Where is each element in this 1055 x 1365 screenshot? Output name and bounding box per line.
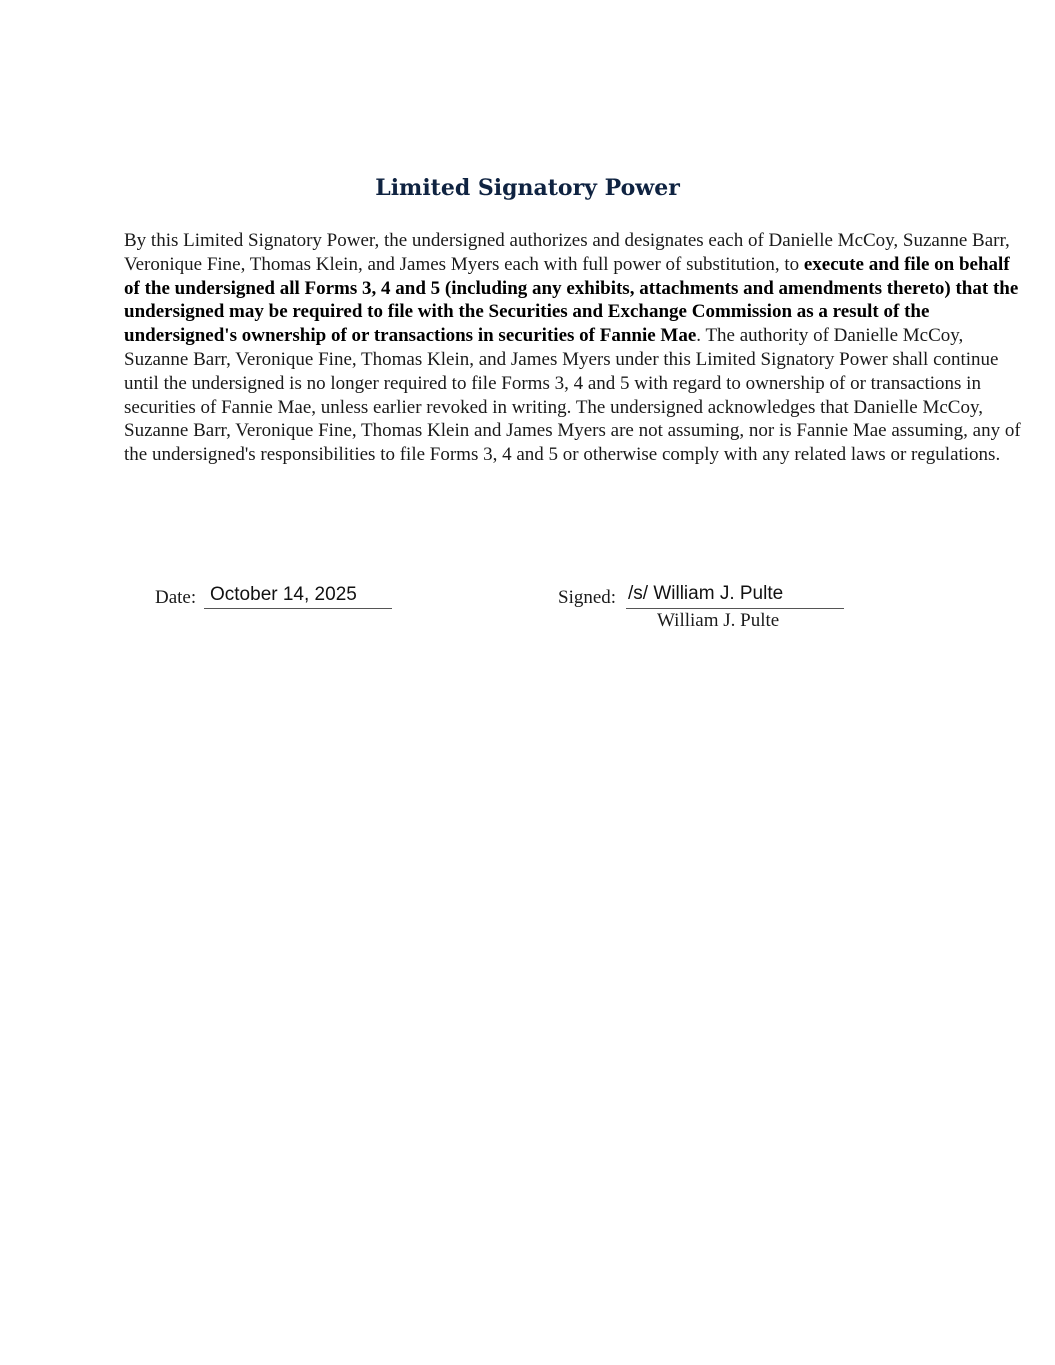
date-label: Date: xyxy=(155,587,197,608)
paragraph-intro: By this Limited Signatory Power, the undersigned authorizes and designates each of Danielle McCoy, Suzanne Barr, Veronique Fine, Thomas Klein, and James Myers each with full power of substitution, to xyxy=(124,230,1010,275)
authorization-paragraph xyxy=(124,229,1024,467)
signed-label: Signed: xyxy=(558,587,617,608)
paragraph-terms: . The authority of Danielle McCoy, Suzanne Barr, Veronique Fine, Thomas Klein, and James Myers under this Limited Signatory Power shall continue until the undersigned is no longer required to file Forms 3, 4 and 5 with regard to ownership of or transactions in securities of Fannie Mae, unless earlier revoked in writing. The undersigned acknowledges that Danielle McCoy, Suzanne Barr, Veronique Fine, Thomas Klein and James Myers are not assuming, nor is Fannie Mae assuming, any of the undersigned's responsibilities to file Forms 3, 4 and 5 or otherwise comply with any related laws or regulations. xyxy=(124,325,1021,466)
signature-field: /s/ William J. Pulte xyxy=(628,583,784,604)
signature-underline xyxy=(626,608,844,609)
signer-printed-name: William J. Pulte xyxy=(657,610,780,631)
paragraph-bold-scope: execute and file on behalf of the undersigned all Forms 3, 4 and 5 (including any exhibits, attachments and amendments thereto) that the undersigned may be required to file with the Securities and Exchange Commission as a result of the undersigned's ownership of or transactions in securities of Fannie Mae xyxy=(124,253,1019,347)
date-field: October 14, 2025 xyxy=(210,584,357,605)
date-underline xyxy=(204,608,392,609)
document-title: Limited Signatory Power xyxy=(375,175,680,201)
